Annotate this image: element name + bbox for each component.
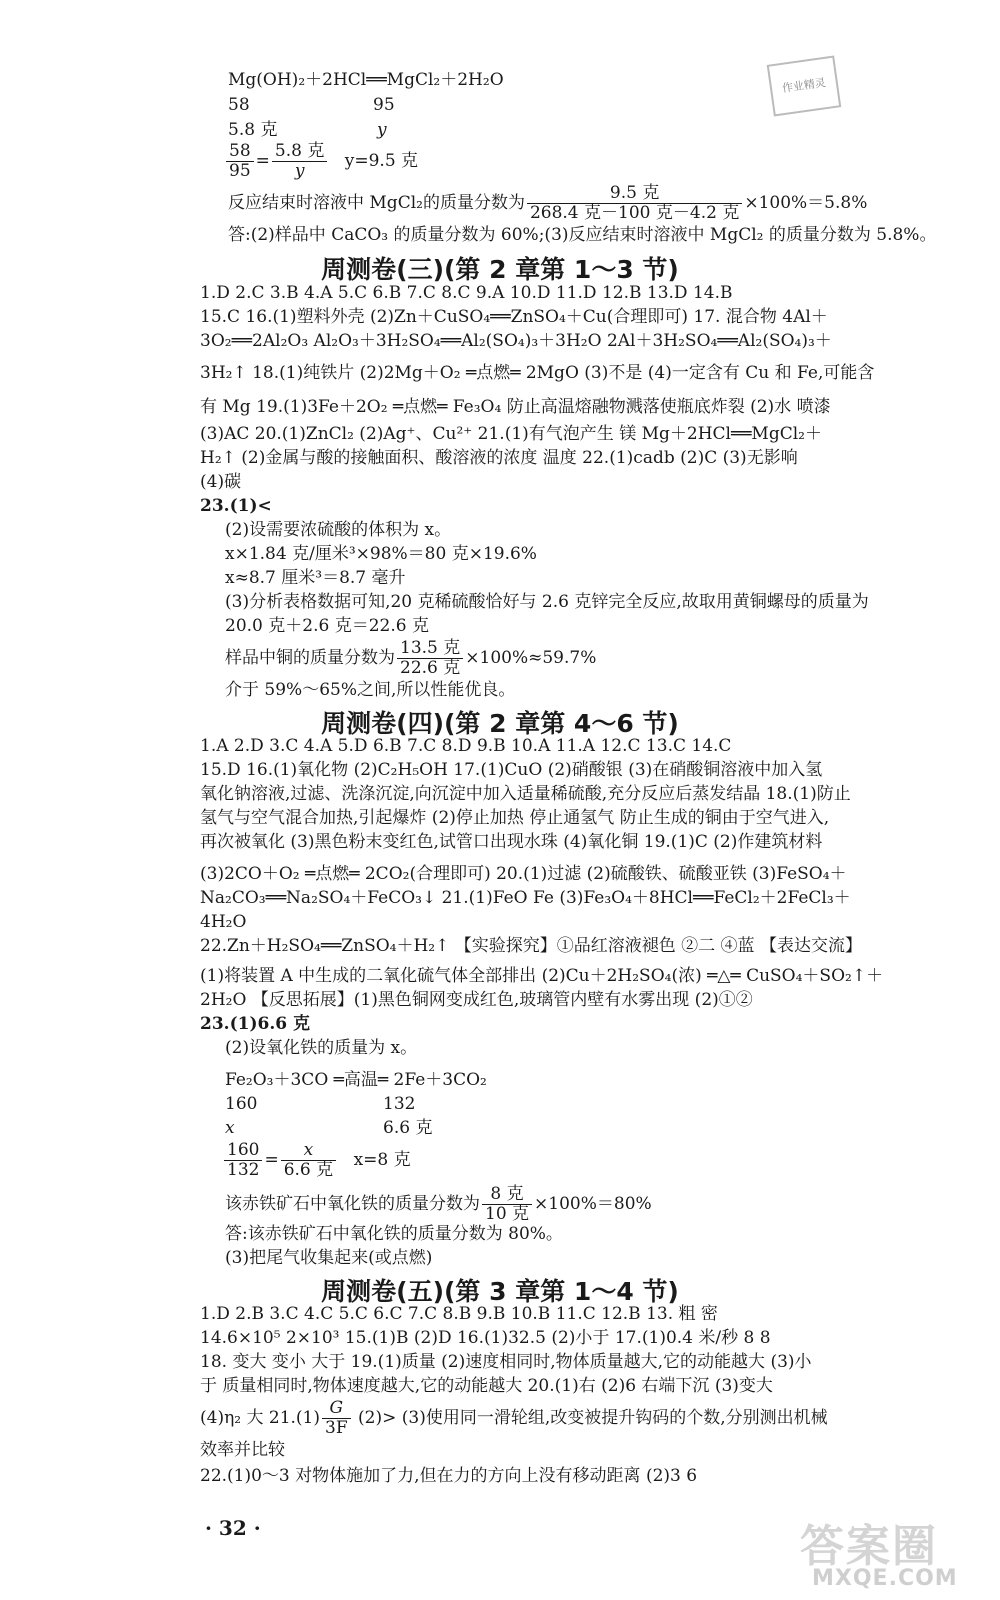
text-line: (3)分析表格数据可知,20 克稀硫酸恰好与 2.6 克锌完全反应,故取用黄铜螺母的质量为 — [225, 592, 869, 612]
stamp-watermark: 作业精灵 — [767, 56, 842, 117]
text-line: 1.D 2.C 3.B 4.A 5.C 6.B 7.C 8.C 9.A 10.D 11.D 12.B 13.D 14.B — [200, 283, 733, 303]
text-line: (3)AC 20.(1)ZnCl₂ (2)Ag⁺、Cu²⁺ 21.(1)有气泡产生 镁 Mg＋2HCl══MgCl₂＋ — [200, 424, 822, 444]
text-line: 于 质量相同时,物体速度越大,它的动能越大 20.(1)右 (2)6 右端下沉 (3)变大 — [200, 1376, 773, 1396]
text-line: 23.(1)6.6 克 — [200, 1014, 310, 1034]
text-line: 有 Mg 19.(1)3Fe＋2O₂ ═点燃═ Fe₃O₄ 防止高温熔融物溅落使瓶底炸裂 (2)水 喷漆 — [200, 397, 831, 417]
text-line: 18. 变大 变小 大于 19.(1)质量 (2)速度相同时,物体质量越大,它的动能越大 (3)小 — [200, 1352, 812, 1372]
text-line: 3H₂↑ 18.(1)纯铁片 (2)2Mg＋O₂ ═点燃═ 2MgO (3)不是 (4)一定含有 Cu 和 Fe,可能含 — [200, 363, 875, 383]
text-line: 1.D 2.B 3.C 4.C 5.C 6.C 7.C 8.B 9.B 10.B 11.C 12.B 13. 粗 密 — [200, 1304, 718, 1324]
text-line: 2H₂O 【反思拓展】(1)黑色铜网变成红色,玻璃管内壁有水雾出现 (2)①② — [200, 990, 753, 1010]
text-line: (4)碳 — [200, 472, 242, 492]
efficiency-line: (4)η₂ 大 21.(1) $\frac{G}{3F}$ (2)> (3)使用同一滑轮组,改变被提升钩码的个数,分别测出机械 — [200, 1398, 828, 1438]
proportion-line: $\frac{160}{132}$ = $\frac{x}{\text{6.6 克}}$ x=8 克 — [222, 1142, 411, 1179]
text-line: (1)将装置 A 中生成的二氧化硫气体全部排出 (2)Cu＋2H₂SO₄(浓) ═△═ CuSO₄＋SO₂↑＋ — [200, 966, 884, 986]
text-line: 15.C 16.(1)塑料外壳 (2)Zn＋CuSO₄══ZnSO₄＋Cu(合理即可) 17. 混合物 4Al＋ — [200, 307, 828, 327]
text-line: 160 — [225, 1094, 258, 1114]
text-line: 22.Zn＋H₂SO₄══ZnSO₄＋H₂↑ 【实验探究】①品红溶液褪色 ②二 ④蓝 【表达交流】 — [200, 936, 862, 956]
text-line: Fe₂O₃＋3CO ═高温═ 2Fe＋3CO₂ — [225, 1070, 487, 1090]
text-line: 14.6×10⁵ 2×10³ 15.(1)B (2)D 16.(1)32.5 (2)小于 17.(1)0.4 米/秒 8 8 — [200, 1328, 771, 1348]
url-watermark: MXQE.COM — [812, 1566, 958, 1591]
iron-oxide-fraction-line: 该赤铁矿石中氧化铁的质量分数为 $\frac{\text{8 克}}{\text{10 克}}$ ×100%＝80% — [225, 1184, 652, 1224]
page-number: · 32 · — [205, 1516, 261, 1540]
text-line: x≈8.7 厘米³＝8.7 毫升 — [225, 568, 406, 588]
section-title: 周测卷(五)(第 3 章第 1～4 节) — [321, 1277, 679, 1306]
text-line: x — [225, 1118, 235, 1138]
answer-line: 答:(2)样品中 CaCO₃ 的质量分数为 60%;(3)反应结束时溶液中 MgCl₂ 的质量分数为 5.8%。 — [228, 225, 937, 245]
ratio-right: 95 — [373, 95, 395, 115]
text-line: (2)设氧化铁的质量为 x。 — [225, 1038, 418, 1058]
text-line: (3)2CO＋O₂ ═点燃═ 2CO₂(合理即可) 20.(1)过滤 (2)硫酸铁、硫酸亚铁 (3)FeSO₄＋ — [200, 864, 847, 884]
text-line: (2)设需要浓硫酸的体积为 x。 — [225, 520, 452, 540]
text-line: 6.6 克 — [383, 1118, 433, 1138]
text-line: 1.A 2.D 3.C 4.A 5.D 6.B 7.C 8.D 9.B 10.A 11.A 12.C 13.C 14.C — [200, 736, 732, 756]
text-line: 15.D 16.(1)氧化物 (2)C₂H₅OH 17.(1)CuO (2)硝酸银 (3)在硝酸铜溶液中加入氢 — [200, 760, 823, 780]
section-title: 周测卷(三)(第 2 章第 1～3 节) — [321, 255, 679, 284]
equation-line: Mg(OH)₂＋2HCl══MgCl₂＋2H₂O — [228, 70, 504, 90]
text-line: 答:该赤铁矿石中氧化铁的质量分数为 80%。 — [225, 1224, 563, 1244]
text-line: 23.(1)< — [200, 496, 272, 516]
text-line: x×1.84 克/厘米³×98%＝80 克×19.6% — [225, 544, 537, 564]
mass-left: 5.8 克 — [228, 120, 278, 140]
section-title: 周测卷(四)(第 2 章第 4～6 节) — [321, 709, 679, 738]
text-line: 22.(1)0～3 对物体施加了力,但在力的方向上没有移动距离 (2)3 6 — [200, 1466, 698, 1486]
text-line: 3O₂══2Al₂O₃ Al₂O₃＋3H₂SO₄══Al₂(SO₄)₃＋3H₂O 2Al＋3H₂SO₄══Al₂(SO₄)₃＋ — [200, 331, 832, 351]
text-line: 再次被氧化 (3)黑色粉末变红色,试管口出现水珠 (4)氧化铜 19.(1)C (2)作建筑材料 — [200, 832, 823, 852]
logo-watermark: 答案圈 — [800, 1521, 938, 1572]
text-line: 氧化钠溶液,过滤、洗涤沉淀,向沉淀中加入适量稀硫酸,充分反应后蒸发结晶 18.(1)防止 — [200, 784, 851, 804]
text-line: 132 — [383, 1094, 416, 1114]
mass-fraction-line: 反应结束时溶液中 MgCl₂的质量分数为 $\frac{\text{9.5 克}}{\text{268.4 克－100 克－4.2 克}}$ ×100%＝5.8% — [228, 183, 868, 223]
text-line: H₂↑ (2)金属与酸的接触面积、酸溶液的浓度 温度 22.(1)cadb (2)C (3)无影响 — [200, 448, 798, 468]
copper-fraction-line: 样品中铜的质量分数为 $\frac{\text{13.5 克}}{\text{22.6 克}}$ ×100%≈59.7% — [225, 638, 597, 678]
text-line: 20.0 克＋2.6 克＝22.6 克 — [225, 616, 429, 636]
proportion-line: $\frac{58}{95}$ = $\frac{\text{5.8 克}}{y}$ y=9.5 克 — [224, 143, 418, 180]
text-line: 4H₂O — [200, 912, 247, 932]
text-line: 效率并比较 — [200, 1440, 285, 1460]
text-line: Na₂CO₃══Na₂SO₄＋FeCO₃↓ 21.(1)FeO Fe (3)Fe₃O₄＋8HCl══FeCl₂＋2FeCl₃＋ — [200, 888, 851, 908]
text-line: (3)把尾气收集起来(或点燃) — [225, 1248, 433, 1268]
ratio-left: 58 — [228, 95, 250, 115]
text-line: 氢气与空气混合加热,引起爆炸 (2)停止加热 停止通氢气 防止生成的铜由于空气进入, — [200, 808, 830, 828]
mass-right: y — [377, 120, 387, 140]
text-line: 介于 59%～65%之间,所以性能优良。 — [225, 680, 516, 700]
